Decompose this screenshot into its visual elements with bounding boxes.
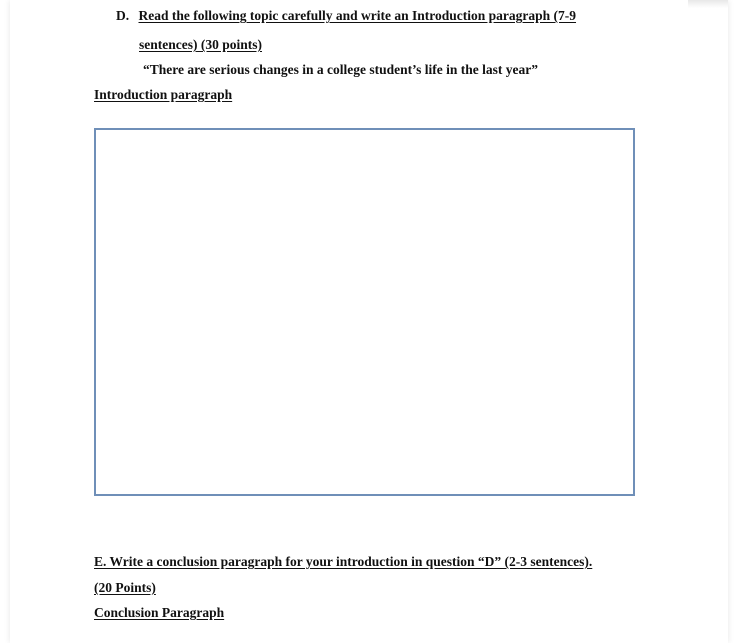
question-d-instruction-line2: sentences) (30 points) xyxy=(139,37,262,52)
question-d-topic: “There are serious changes in a college student’s life in the last year” xyxy=(143,62,538,77)
introduction-heading: Introduction paragraph xyxy=(94,87,233,102)
question-d-letter: D. xyxy=(116,8,130,23)
page-corner-shade xyxy=(688,0,728,8)
question-e-line2: (20 Points) xyxy=(94,580,156,595)
question-d-instruction-line1: Read the following topic carefully and write an Introduction paragraph (7-9 xyxy=(138,8,577,23)
question-d-line1 xyxy=(116,8,576,24)
question-e-line1: E. Write a conclusion paragraph for your introduction in question “D” (2-3 sentences). xyxy=(94,554,593,569)
introduction-answer-box[interactable] xyxy=(94,128,635,496)
conclusion-heading: Conclusion Paragraph xyxy=(94,605,225,620)
